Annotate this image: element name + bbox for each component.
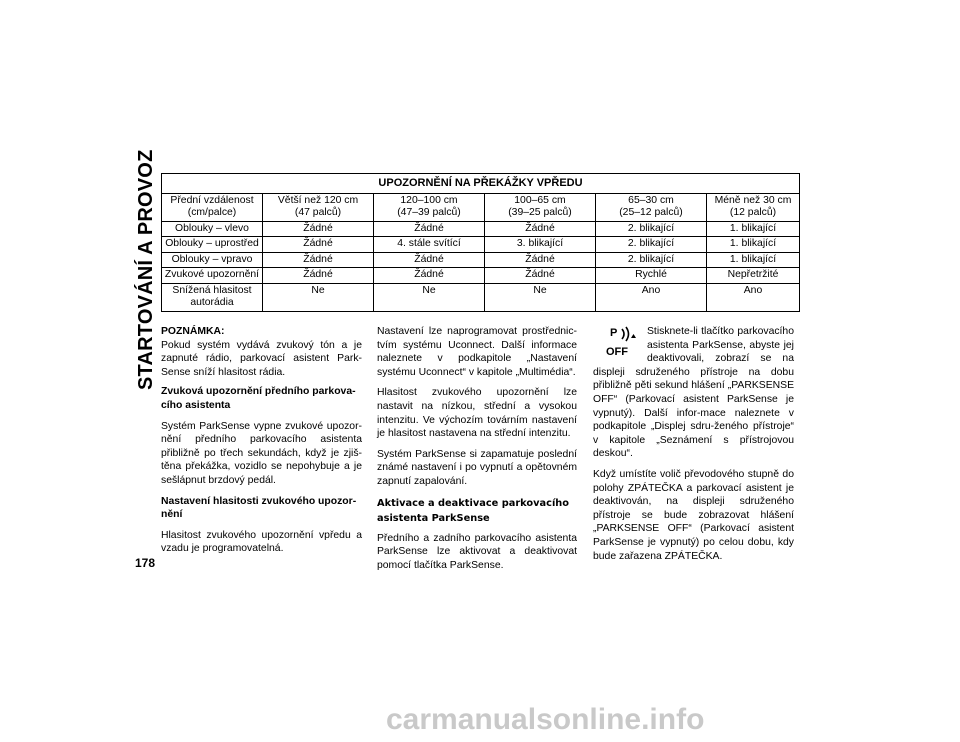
table-cell: 4. stále svítící [374,237,485,253]
paragraph: Systém ParkSense vypne zvukové upozor-nění předního parkovacího asistenta přibližně po třech sekundách, když je zjiš-těna překážka, vozidlo se nepohybuje a je sešlápnut brzdový pedál. [161,420,362,486]
paragraph: Předního a zadního parkovacího asistenta ParkSense lze aktivovat a deaktivovat pomocí tlačítka ParkSense. [377,532,577,571]
header-cell: 120–100 cm (47–39 palců) [374,193,485,221]
section-sidebar [133,150,159,390]
table-row [162,268,800,284]
table-cell: Rychlé [596,268,707,284]
watermark: carmanualsonline.info [386,703,705,736]
table-cell: Žádné [263,268,374,284]
header-cell: 65–30 cm (25–12 palců) [596,193,707,221]
row-label: Zvukové upozornění [162,268,263,284]
paragraph: Hlasitost zvukového upozornění lze nastavit na nízkou, střední a vysokou intenzitu. Ve výchozím továrním nastavení je hlasitost nastavena na střední intenzitu. [377,387,577,440]
table-title: UPOZORNĚNÍ NA PŘEKÁŽKY VPŘEDU [162,174,800,194]
table-row [162,252,800,268]
note-text: Pokud systém vydává zvukový tón a je zapnuté rádio, parkovací asistent Park-Sense sníží hlasitost rádia. [161,339,362,378]
table-cell: Žádné [485,221,596,237]
table-cell: 2. blikající [596,221,707,237]
table-cell: 1. blikající [707,221,800,237]
table-cell: Ne [374,283,485,311]
table-cell: Ano [707,283,800,311]
table-cell: Žádné [485,268,596,284]
obstacle-warning-table [161,173,800,312]
text-column-2 [377,325,577,579]
parksense-off-icon [593,325,641,361]
table-row [162,237,800,253]
off-label: OFF [606,346,628,358]
section-heading: Zvuková upozornění předního parkova-cího asistenta [161,386,356,411]
table-cell: 1. blikající [707,252,800,268]
note [161,325,362,379]
section-title: STARTOVÁNÍ A PROVOZ [135,149,157,390]
table-cell: 2. blikající [596,252,707,268]
row-label: Snížená hlasitost autorádia [162,283,263,311]
sensor-waves-icon [619,326,639,342]
text-column-1 [161,325,362,563]
table-cell: Žádné [374,252,485,268]
paragraph: Když umístíte volič převodového stupně do polohy ZPÁTEČKA a parkovací asistent je deaktivován, na displeji sdruženého přístroje se bude zobrazovat hlášení „PARKSENSE OFF“ (Parkovací asistent ParkSense je vypnutý) po celou dobu, kdy bude zařazena ZPÁTEČKA. [593,468,794,562]
table-cell: 3. blikající [485,237,596,253]
header-cell: 100–65 cm (39–25 palců) [485,193,596,221]
header-cell: Přední vzdálenost (cm/palce) [162,193,263,221]
text-column-3 [593,325,794,570]
table-cell: Ne [485,283,596,311]
header-cell: Větší než 120 cm (47 palců) [263,193,374,221]
table-cell: Žádné [485,252,596,268]
table-cell: 2. blikající [596,237,707,253]
table-row [162,283,800,311]
table-cell: Žádné [263,221,374,237]
table-cell: 1. blikající [707,237,800,253]
note-label: POZNÁMKA: [161,326,225,337]
row-label: Oblouky – vlevo [162,221,263,237]
table-cell: Nepřetržité [707,268,800,284]
section-heading: Nastavení hlasitosti zvukového upozor-nění [161,495,357,521]
table-cell: Ne [263,283,374,311]
row-label: Oblouky – uprostřed [162,237,263,253]
paragraph: Nastavení lze naprogramovat prostřednic-tvím systému Uconnect. Další informace naleznete v podkapitole „Nastavení systému Uconnect“ v kapitole „Multimédia“. [377,326,577,378]
page-number: 178 [135,556,156,570]
table-cell: Žádné [263,252,374,268]
table-cell: Žádné [263,237,374,253]
paragraph: Hlasitost zvukového upozornění vpředu a vzadu je programovatelná. [161,529,362,555]
table-cell: Žádné [374,221,485,237]
paragraph: Systém ParkSense si zapamatuje poslední známé nastavení i po vypnutí a opětovném zapnutí zapalování. [377,448,577,487]
table-header-row [162,193,800,221]
row-label: Oblouky – vpravo [162,252,263,268]
table-row [162,221,800,237]
table-cell: Ano [596,283,707,311]
paragraph: Stisknete-li tlačítko parkovacího asistenta ParkSense, abyste jej deaktivovali, zobrazí se na displeji sdruženého přístroje na dobu přibližně pěti sekund hlášení „PARKSENSE OFF“ (Parkovací asistent ParkSense je vypnutý). Další infor-mace naleznete v podkapitole „Displej sdru-ženého přístroje“ v kapitole „Seznámení s přístrojovou deskou“. [593,326,794,460]
header-cell: Méně než 30 cm (12 palců) [707,193,800,221]
table-cell: Žádné [374,268,485,284]
parking-sensor-icon: P [610,327,618,339]
section-heading: Aktivace a deaktivace parkovacího asistenta ParkSense [377,497,570,524]
